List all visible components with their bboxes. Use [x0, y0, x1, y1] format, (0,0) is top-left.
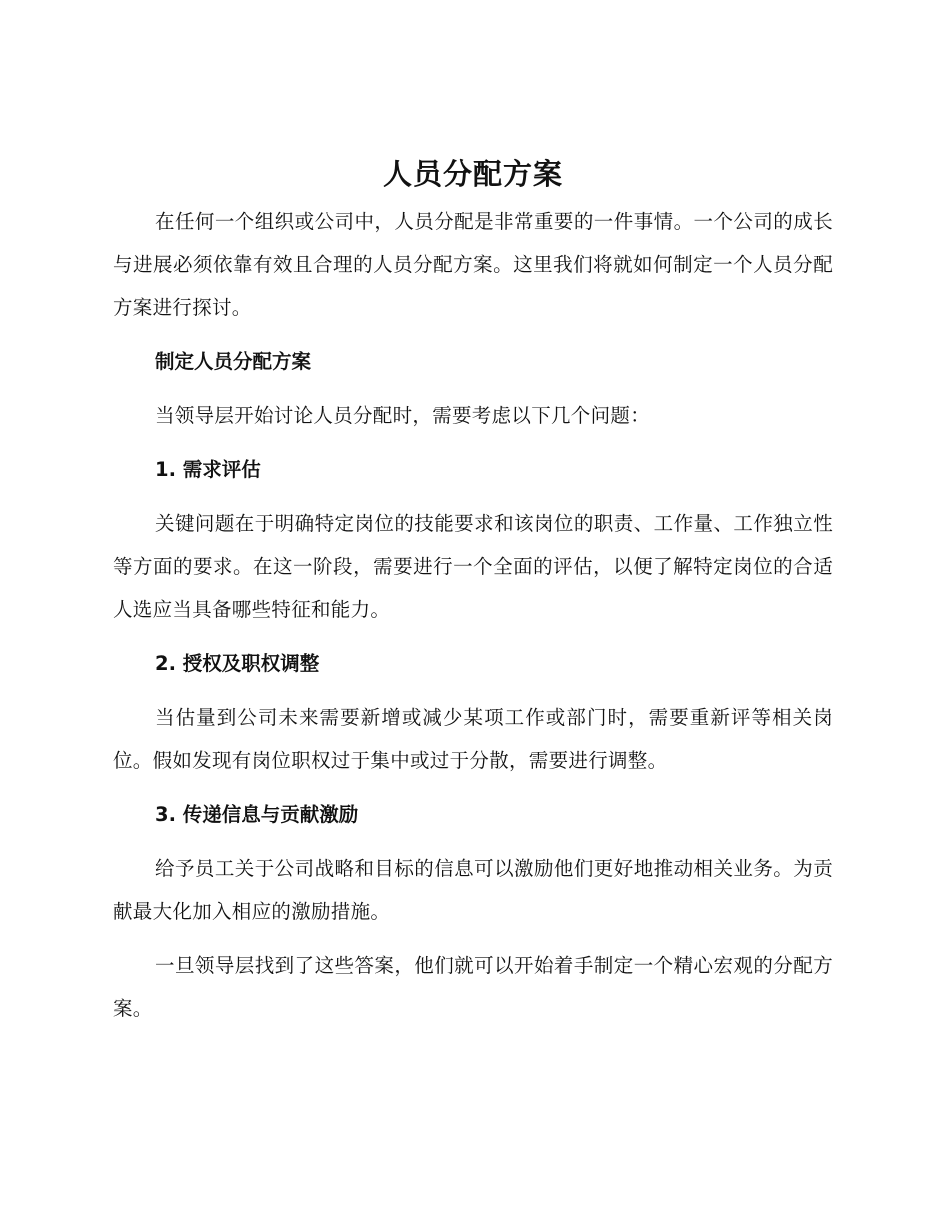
spacer: [113, 631, 833, 642]
spacer: [113, 491, 833, 502]
item-heading-1: 1. 需求评估: [155, 458, 261, 481]
item-heading-2: 2. 授权及职权调整: [155, 652, 320, 675]
document-title: 人员分配方案: [382, 157, 563, 191]
section-intro-paragraph: 当领导层开始讨论人员分配时，需要考虑以下几个问题：: [155, 404, 651, 427]
item-paragraph-1: 关键问题在于明确特定岗位的技能要求和该岗位的职责、工作量、工作独立性等方面的要求。在这一阶段，需要进行一个全面的评估，以便了解特定岗位的合适人选应当具备哪些特征和能力。: [113, 512, 833, 621]
spacer: [113, 329, 833, 340]
conclusion-paragraph: 一旦领导层找到了这些答案，他们就可以开始着手制定一个精心宏观的分配方案。: [113, 954, 833, 1020]
document-page: [113, 148, 833, 1030]
section-heading: 制定人员分配方案: [155, 350, 312, 373]
spacer: [113, 685, 833, 696]
item-paragraph-3: 给予员工关于公司战略和目标的信息可以激励他们更好地推动相关业务。为贡献最大化加入相应的激励措施。: [113, 857, 833, 923]
spacer: [113, 836, 833, 847]
item-heading-3: 3. 传递信息与贡献激励: [155, 803, 359, 826]
spacer: [113, 383, 833, 394]
item-paragraph-2: 当估量到公司未来需要新增或减少某项工作或部门时，需要重新评等相关岗位。假如发现有岗位职权过于集中或过于分散，需要进行调整。: [113, 706, 833, 772]
spacer: [113, 933, 833, 944]
intro-paragraph: 在任何一个组织或公司中，人员分配是非常重要的一件事情。一个公司的成长与进展必须依靠有效且合理的人员分配方案。这里我们将就如何制定一个人员分配方案进行探讨。: [113, 210, 833, 319]
spacer: [113, 782, 833, 793]
spacer: [113, 437, 833, 448]
